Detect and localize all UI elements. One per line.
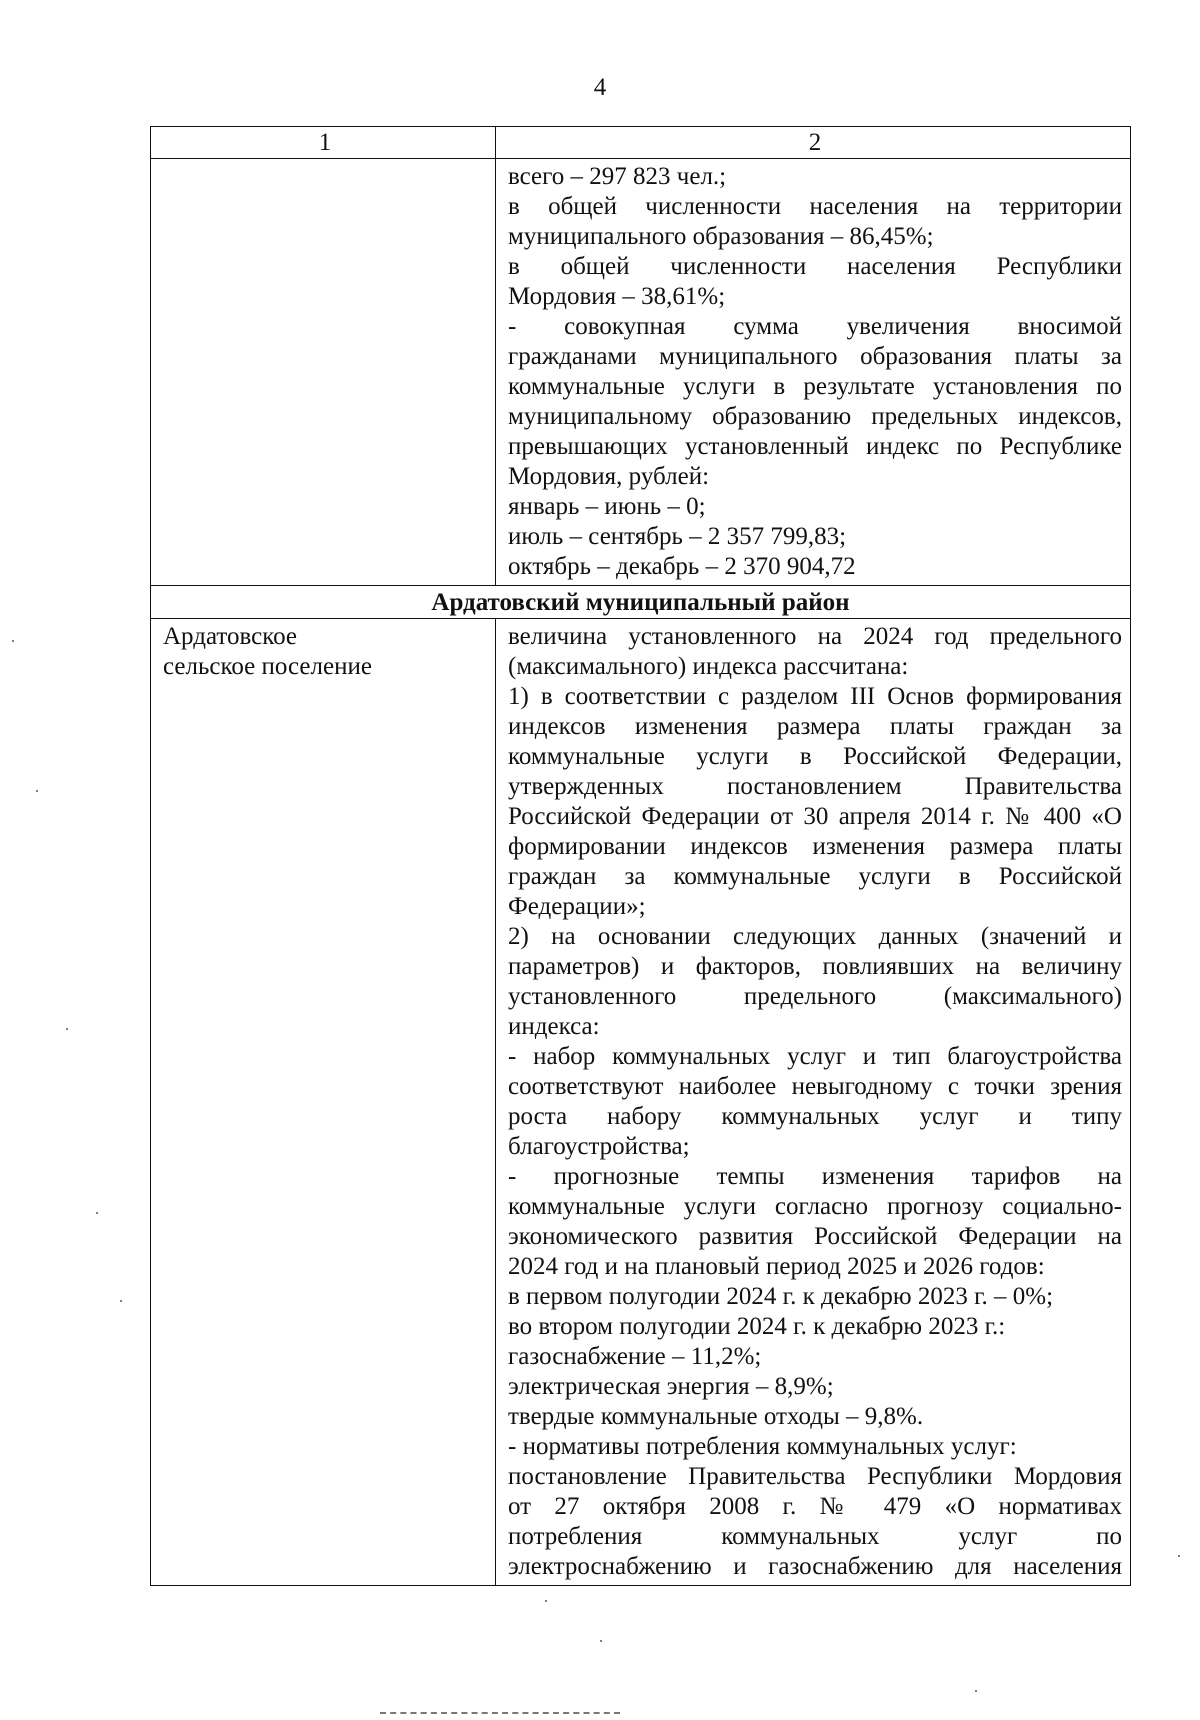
text-line: установленного предельного (максимального): [508, 983, 1122, 1010]
section-row: [151, 586, 1131, 619]
text-line: индекса:: [508, 1013, 600, 1040]
scan-speck: [120, 1300, 122, 1302]
text-line: превышающих установленный индекс по Республике: [508, 433, 1122, 460]
text-line: индексов изменения размера платы граждан за: [508, 713, 1122, 740]
text-line: величина установленного на 2024 год предельного: [508, 623, 1122, 650]
scan-speck: [545, 1600, 547, 1602]
table-row: [151, 619, 1131, 1586]
text-line: потребления коммунальных услуг по: [508, 1523, 1122, 1550]
text-line: - прогнозные темпы изменения тарифов на: [508, 1163, 1122, 1190]
section-title: Ардатовский муниципальный район: [151, 586, 1131, 619]
text-line: - нормативы потребления коммунальных услуг:: [508, 1433, 1017, 1460]
row1-col2: [496, 159, 1131, 586]
text-line: в первом полугодии 2024 г. к декабрю 2023 г. – 0%;: [508, 1283, 1054, 1310]
text-line: соответствуют наиболее невыгодному с точки зрения: [508, 1073, 1122, 1100]
row1-col1: [151, 159, 496, 586]
scan-speck: [975, 1690, 977, 1692]
text-line: Федерации»;: [508, 893, 646, 920]
text-line: Мордовия, рублей:: [508, 463, 710, 490]
text-line: Российской Федерации от 30 апреля 2014 г. № 400 «О: [508, 803, 1122, 830]
text-line: коммунальные услуги в результате установления по: [508, 373, 1122, 400]
page-number: 4: [593, 74, 607, 101]
text-line: всего – 297 823 чел.;: [508, 163, 727, 190]
text-line: 1) в соответствии с разделом III Основ формирования: [508, 683, 1122, 710]
text-line: от 27 октября 2008 г. № 479 «О нормативах: [508, 1493, 1122, 1520]
row2-text: [508, 622, 1122, 1582]
text-line: параметров) и факторов, повлиявших на величину: [508, 953, 1122, 980]
text-line: постановление Правительства Республики Мордовия: [508, 1463, 1122, 1490]
text-line: (максимального) индекса рассчитана:: [508, 653, 909, 680]
text-line: формировании индексов изменения размера платы: [508, 833, 1122, 860]
column-header-2: 2: [496, 127, 1131, 159]
text-line: гражданами муниципального образования платы за: [508, 343, 1122, 370]
table-row: [151, 159, 1131, 586]
text-line: 2024 год и на плановый период 2025 и 2026 годов:: [508, 1253, 1045, 1280]
text-line: граждан за коммунальные услуги в Российской: [508, 863, 1122, 890]
text-line: 2) на основании следующих данных (значений и: [508, 923, 1122, 950]
text-line: июль – сентябрь – 2 357 799,83;: [508, 523, 847, 550]
text-line: - набор коммунальных услуг и тип благоустройства: [508, 1043, 1122, 1070]
text-line: электрическая энергия – 8,9%;: [508, 1373, 834, 1400]
settlement-name-line: сельское поселение: [163, 653, 372, 680]
text-line: экономического развития Российской Федерации на: [508, 1223, 1122, 1250]
text-line: октябрь – декабрь – 2 370 904,72: [508, 553, 856, 580]
scan-speck: [66, 1028, 68, 1030]
text-line: Мордовия – 38,61%;: [508, 283, 726, 310]
text-line: муниципального образования – 86,45%;: [508, 223, 934, 250]
scan-speck: [1178, 1555, 1180, 1557]
text-line: утвержденных постановлением Правительства: [508, 773, 1122, 800]
text-line: муниципальному образованию предельных индексов,: [508, 403, 1122, 430]
settlement-name-line: Ардатовское: [163, 623, 298, 650]
text-line: газоснабжение – 11,2%;: [508, 1343, 762, 1370]
text-line: во втором полугодии 2024 г. к декабрю 2023 г.:: [508, 1313, 1006, 1340]
row2-col2: [496, 619, 1131, 1586]
text-line: в общей численности населения на территории: [508, 193, 1122, 220]
column-header-1: 1: [151, 127, 496, 159]
text-line: коммунальные услуги согласно прогнозу социально-: [508, 1193, 1122, 1220]
text-line: - совокупная сумма увеличения вносимой: [508, 313, 1122, 340]
row1-text: [508, 162, 1122, 582]
text-line: в общей численности населения Республики: [508, 253, 1122, 280]
text-line: январь – июнь – 0;: [508, 493, 706, 520]
text-line: благоустройства;: [508, 1133, 690, 1160]
text-line: твердые коммунальные отходы – 9,8%.: [508, 1403, 924, 1430]
scan-speck: [96, 1212, 98, 1214]
scan-edge-mark: [380, 1712, 620, 1717]
scan-speck: [36, 790, 38, 792]
data-table: [150, 126, 1131, 1586]
scan-speck: [12, 640, 14, 642]
table-header-row: [151, 127, 1131, 159]
text-line: коммунальные услуги в Российской Федерации,: [508, 743, 1122, 770]
scan-speck: [600, 1640, 602, 1642]
text-line: роста набору коммунальных услуг и типу: [508, 1103, 1122, 1130]
text-line: электроснабжению и газоснабжению для населения: [508, 1553, 1122, 1580]
row2-col1: [151, 619, 496, 1586]
